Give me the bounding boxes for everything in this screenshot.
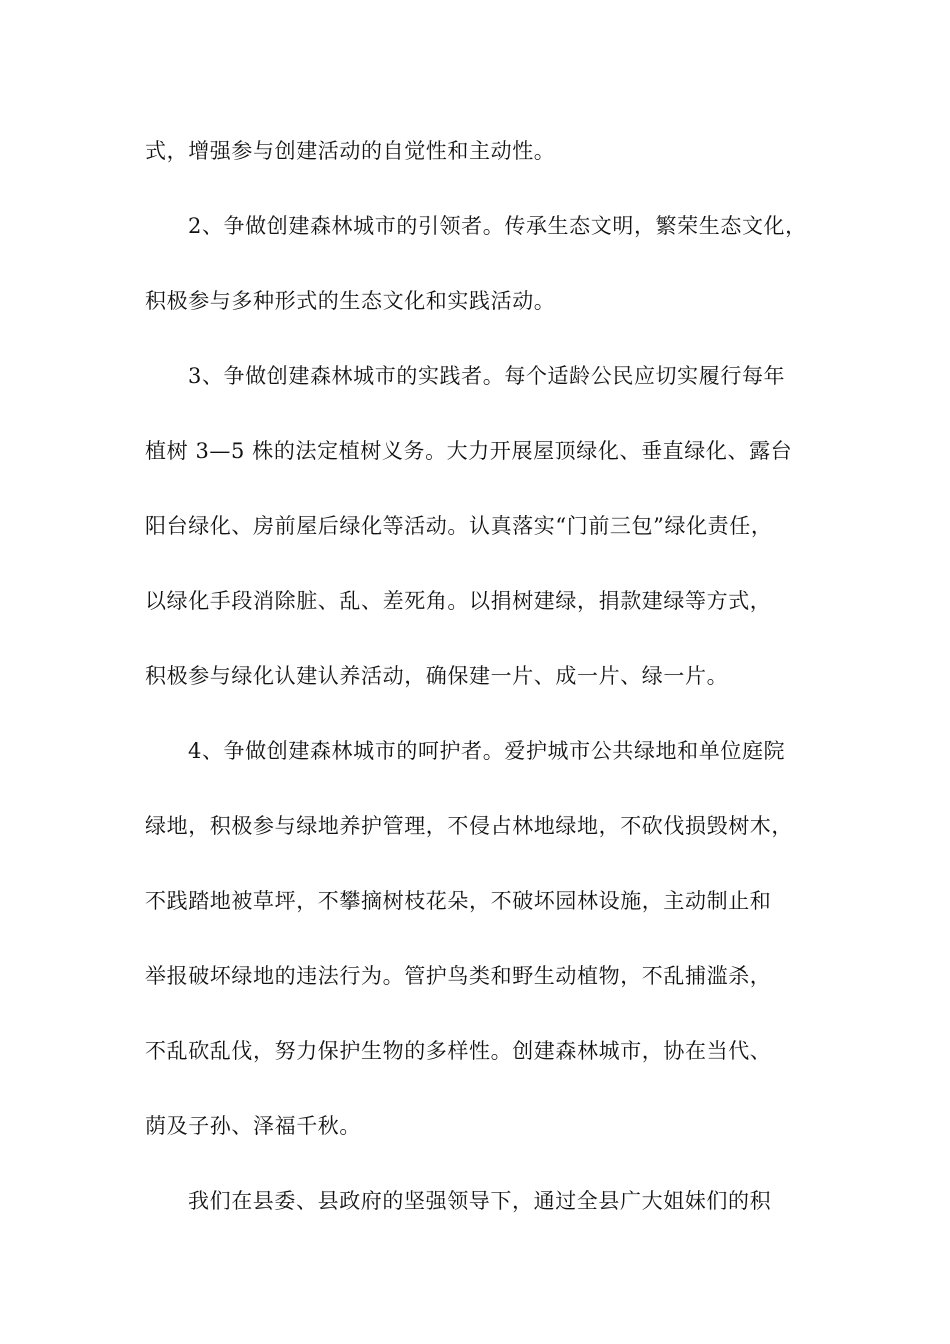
text-line: 阳台绿化、房前屋后绿化等活动。认真落实“门前三包”绿化责任， xyxy=(145,514,773,538)
text-line: 式，增强参与创建活动的自觉性和主动性。 xyxy=(145,139,556,163)
text-line: 以绿化手段消除脏、乱、差死角。以捐树建绿，捐款建绿等方式， xyxy=(145,589,772,613)
text-line: 举报破坏绿地的违法行为。管护鸟类和野生动植物，不乱捕滥杀， xyxy=(145,964,772,988)
text-line: 我们在县委、县政府的坚强领导下，通过全县广大姐妹们的积 xyxy=(188,1189,772,1213)
text-line: 3、争做创建森林城市的实践者。每个适龄公民应切实履行每年 xyxy=(188,364,786,388)
text-line: 2、争做创建森林城市的引领者。传承生态文明，繁荣生态文化， xyxy=(188,214,807,238)
text-line: 不践踏地被草坪，不攀摘树枝花朵，不破坏园林设施，主动制止和 xyxy=(145,889,772,913)
text-line: 植树 3—5 株的法定植树义务。大力开展屋顶绿化、垂直绿化、露台 xyxy=(145,439,793,463)
text-line: 积极参与绿化认建认养活动，确保建一片、成一片、绿一片。 xyxy=(145,664,729,688)
text-line: 4、争做创建森林城市的呵护者。爱护城市公共绿地和单位庭院 xyxy=(188,739,786,763)
text-line: 不乱砍乱伐，努力保护生物的多样性。创建森林城市，协在当代、 xyxy=(145,1039,772,1063)
text-line: 荫及子孙、泽福千秋。 xyxy=(145,1114,361,1138)
text-line: 积极参与多种形式的生态文化和实践活动。 xyxy=(145,289,556,313)
text-line: 绿地，积极参与绿地养护管理，不侵占林地绿地，不砍伐损毁树木， xyxy=(145,814,793,838)
